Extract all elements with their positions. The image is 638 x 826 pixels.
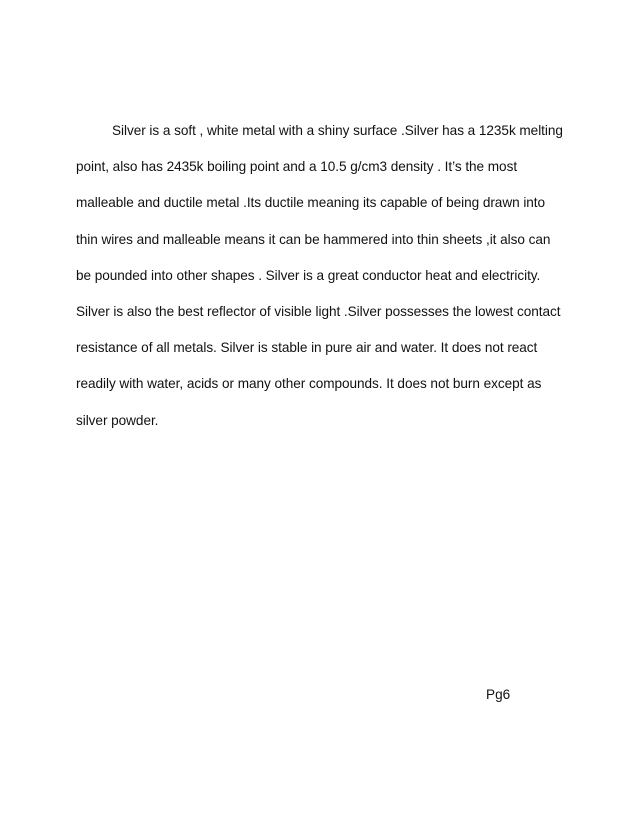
- paragraph-line: be pounded into other shapes . Silver is a great conductor heat and electricity.: [76, 267, 541, 283]
- paragraph-line: malleable and ductile metal .Its ductile meaning its capable of being drawn into: [76, 195, 546, 211]
- paragraph-line: point, also has 2435k boiling point and a 10.5 g/cm3 density . It’s the most: [76, 159, 518, 175]
- paragraph-line: Silver is also the best reflector of visible light .Silver possesses the lowest contact: [76, 303, 561, 319]
- paragraph-line: silver powder.: [76, 412, 159, 428]
- body-paragraph: [76, 118, 576, 444]
- paragraph-line: thin wires and malleable means it can be hammered into thin sheets ,it also can: [76, 231, 551, 247]
- paragraph-line: Silver is a soft , white metal with a shiny surface .Silver has a 1235k melting: [112, 123, 563, 138]
- page-number: Pg6: [486, 687, 511, 702]
- paragraph-line: resistance of all metals. Silver is stable in pure air and water. It does not react: [76, 340, 538, 356]
- paragraph-line: readily with water, acids or many other compounds. It does not burn except as: [76, 376, 542, 392]
